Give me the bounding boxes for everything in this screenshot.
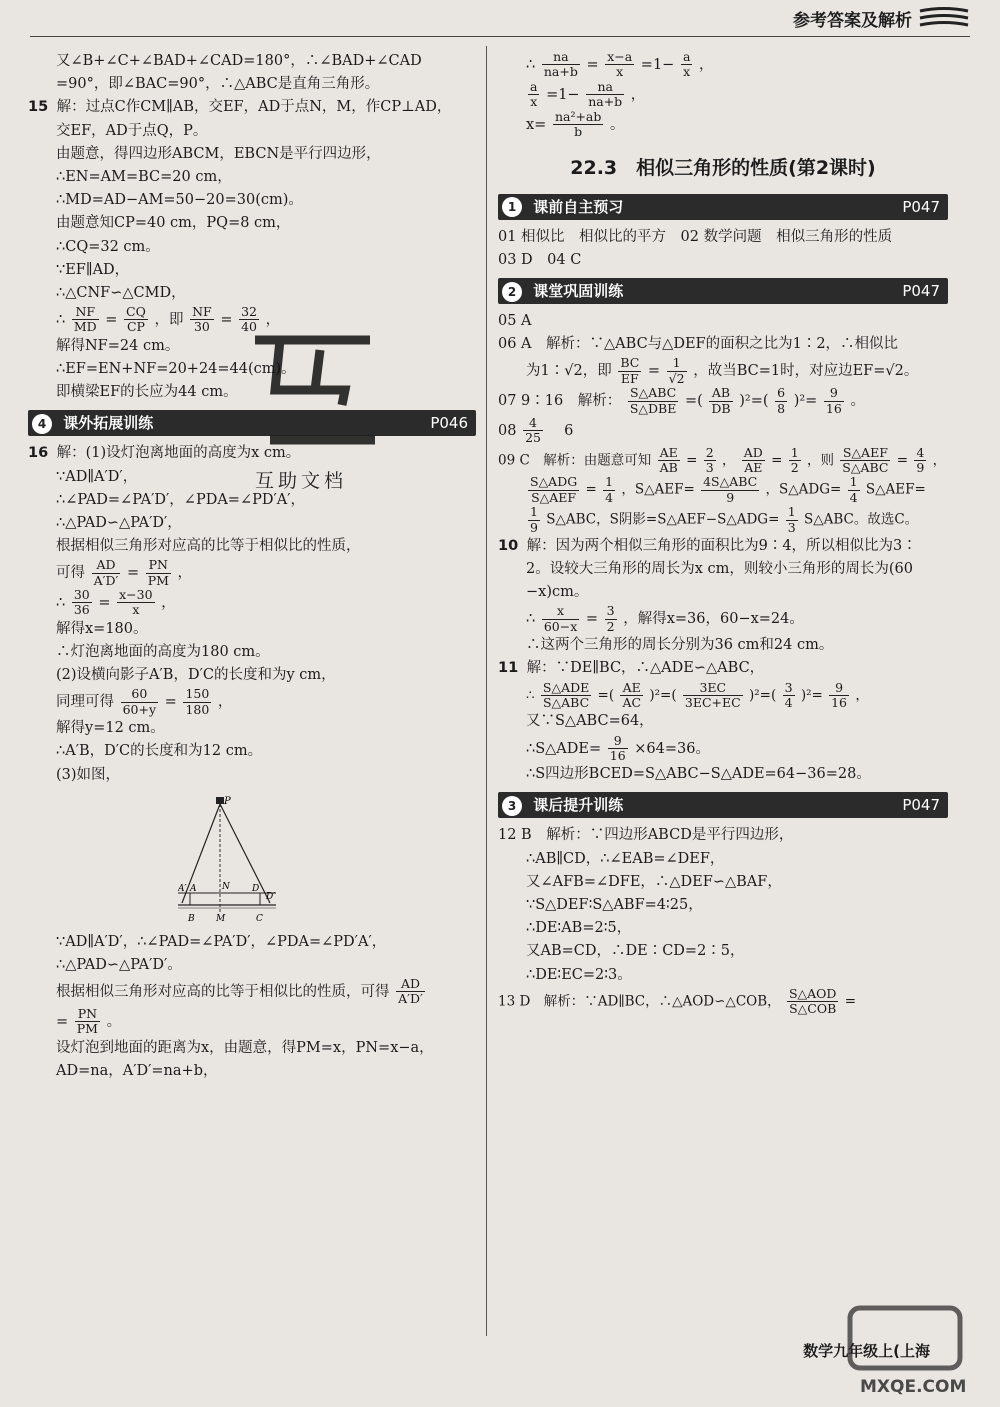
text: 。: [850, 393, 865, 410]
site-label: MXQE.COM: [860, 1377, 967, 1397]
lamp-shadow-diagram: [178, 795, 308, 925]
label-C: C: [256, 913, 263, 924]
watermark-logo-icon: [250, 330, 380, 460]
banner-page: P047: [902, 197, 940, 216]
text-line: (3)如图，: [56, 766, 121, 783]
text: ×64=36。: [634, 740, 710, 757]
text: S△AEF=: [865, 481, 926, 498]
equation-line: [498, 604, 948, 634]
text-line: (2)设横向影子A′B，D′C的长度和为y cm，: [56, 667, 336, 684]
banner-page: P046: [430, 414, 468, 433]
text-line: 05 A: [498, 313, 532, 330]
question-10: [498, 535, 948, 558]
text: ，: [630, 86, 646, 103]
equation-line: [498, 50, 948, 80]
text-line: ∵S△DEF∶S△ABF=4∶25，: [526, 897, 703, 914]
header-rule: [30, 36, 970, 37]
text: 同理可得: [56, 694, 114, 711]
fraction: $\frac{AD}{AE}$: [743, 444, 763, 476]
fraction: $\frac{na}{na+b}$: [588, 78, 623, 110]
text-line: 01 相似比 相似比的平方 02 数学问题 相似三角形的性质: [498, 228, 893, 245]
fraction: $\frac{9}{16}$: [609, 732, 626, 763]
text-line: 解：过点C作CM∥AB，交EF，AD于点N，M，作CP⊥AD，: [56, 99, 452, 116]
text: ，: [699, 56, 714, 73]
text: )²=: [800, 686, 823, 703]
text: ，: [721, 452, 736, 469]
equation-line: [498, 356, 948, 386]
equation-line: [28, 687, 476, 717]
banner-label: 课堂巩固训练: [533, 282, 624, 301]
header-title: 参考答案及解析: [793, 11, 912, 31]
text-line: ∴S四边形BCED=S△ABC−S△ADE=64−36=28。: [526, 766, 871, 783]
watermark-text: 互助文档: [255, 470, 348, 492]
fraction: $\frac{3}{2}$: [606, 603, 615, 634]
fraction: $\frac{\text{S△AOD}}{\text{S△COB}}$: [788, 985, 837, 1017]
label-A2: A′: [178, 883, 187, 894]
text-line: ∴CQ=32 cm。: [56, 238, 160, 255]
equation-line: [498, 80, 948, 110]
equation-line: [28, 558, 476, 588]
fraction: $\frac{x}{60-x}$: [543, 603, 578, 634]
fraction: $\frac{PN}{PM}$: [147, 557, 169, 588]
text: x=: [526, 116, 547, 133]
text: 13 D 解析：∵AD∥BC，∴△AOD∽△COB，: [498, 993, 781, 1010]
fraction: $\frac{1}{4}$: [605, 474, 614, 505]
text: 。: [610, 116, 625, 133]
equation-line: [498, 386, 948, 416]
section-banner-preview: [498, 194, 948, 220]
label-B: B: [188, 913, 195, 924]
text: )²=: [793, 393, 818, 410]
text-line: 解得y=12 cm。: [56, 720, 165, 737]
text: =: [56, 1013, 69, 1030]
fraction: $\frac{AE}{AB}$: [659, 444, 678, 476]
left-column: [28, 50, 476, 1083]
label-D2: D′: [266, 891, 276, 902]
label-D: D: [252, 883, 260, 894]
fraction: $\frac{2}{3}$: [705, 444, 714, 476]
text: ，: [855, 686, 869, 703]
text-line: ∴DE∶AB=2∶5，: [526, 920, 632, 937]
fraction: $\frac{BC}{EF}$: [620, 355, 640, 386]
text: ，: [177, 565, 193, 582]
text: =: [844, 993, 857, 1010]
banner-page: P047: [902, 282, 940, 301]
text-line: 03 D 04 C: [498, 251, 582, 268]
text-line: ∴MD=AD−AM=50−20=30(cm)。: [56, 192, 303, 209]
fraction: $\frac{32}{40}$: [241, 304, 257, 335]
text-line: ∴AB∥CD，∴∠EAB=∠DEF，: [526, 850, 725, 867]
fraction: $\frac{NF}{MD}$: [73, 304, 97, 335]
label-M: M: [216, 913, 226, 924]
text-line: 2。设较大三角形的周长为x cm，则较小三角形的周长为(60: [526, 561, 913, 578]
text: =(: [684, 393, 703, 410]
text: =: [126, 565, 140, 582]
fraction: $\frac{60}{60+y}$: [122, 686, 157, 717]
fraction: $\frac{CQ}{CP}$: [126, 304, 146, 335]
equation-line: [28, 977, 476, 1007]
text: =: [686, 452, 698, 469]
text: =: [647, 363, 661, 380]
label-A: A: [190, 883, 197, 894]
section-banner-classroom: [498, 278, 948, 304]
text: =: [164, 694, 177, 711]
text: ，故当BC=1时，对应边EF=√2。: [693, 363, 919, 380]
section-banner-after-class: [498, 792, 948, 818]
text: =: [586, 56, 599, 73]
fraction: $\frac{x-30}{x}$: [119, 587, 153, 618]
text: ，S△AEF=: [621, 481, 695, 498]
text: 。: [106, 1013, 122, 1030]
equation-line: [498, 505, 948, 535]
fraction: $\frac{3}{4}$: [784, 679, 793, 710]
equation-line: [28, 588, 476, 618]
fraction: $\frac{1}{√2}$: [668, 355, 685, 386]
text: ，: [161, 594, 176, 611]
text: ∴: [56, 311, 66, 328]
question-15: [28, 96, 476, 119]
text: )²=(: [649, 686, 677, 703]
fraction: $\frac{1}{2}$: [790, 444, 799, 476]
equation-line: [498, 416, 948, 446]
fraction: $\frac{a}{x}$: [682, 49, 691, 80]
fraction: $\frac{4}{9}$: [916, 444, 925, 476]
right-column: [498, 50, 948, 1017]
text: 09 C 解析：由题意可知: [498, 452, 652, 469]
question-number: 15: [28, 99, 49, 116]
text: =: [105, 311, 118, 328]
text-line: ∴△CNF∽△CMD，: [56, 284, 186, 301]
fraction: $\frac{\text{S△ABC}}{\text{S△DBE}}$: [629, 385, 677, 416]
text-line: 即横梁EF的长应为44 cm。: [56, 384, 238, 401]
equation-line: [28, 1007, 476, 1037]
fraction: $\frac{9}{16}$: [825, 385, 842, 416]
fraction: $\frac{AE}{AC}$: [622, 679, 642, 710]
banner-number: 3: [502, 796, 522, 816]
fraction: $\frac{a}{x}$: [530, 78, 538, 110]
banner-label: 课前自主预习: [533, 197, 624, 216]
fraction: $\frac{\text{na²+ab}}{b}$: [554, 108, 602, 139]
text-line: 又∵S△ABC=64，: [526, 713, 654, 730]
text: 6: [549, 422, 574, 439]
text-line: ∴EF=EN+NF=20+24=44(cm)。: [56, 361, 296, 377]
text: =: [585, 481, 597, 498]
text: ，: [265, 311, 281, 328]
text-line: 由题意，得四边形ABCM，EBCN是平行四边形，: [56, 145, 381, 162]
text: ，: [217, 694, 233, 711]
text: =(: [597, 686, 615, 703]
text-line: 解：(1)设灯泡离地面的高度为x cm。: [56, 445, 301, 462]
fraction: $\frac{\text{S△ADG}}{\text{S△AEF}}$: [530, 474, 578, 505]
equation-line: [498, 446, 948, 476]
text: =1−: [546, 86, 580, 103]
fraction: $\frac{AD}{A'D'}$: [93, 557, 119, 588]
text: 可得: [56, 565, 85, 582]
text: 根据相似三角形对应高的比等于相似比的性质，可得: [56, 983, 390, 1000]
text-line: ∴这两个三角形的周长分别为36 cm和24 cm。: [526, 637, 834, 654]
column-divider: [486, 46, 487, 1336]
text-line: −x)cm。: [526, 584, 589, 601]
fraction: $\frac{x-a}{x}$: [607, 49, 633, 80]
question-number: 10: [498, 537, 519, 554]
text: ，: [932, 452, 947, 469]
equation-line: [498, 475, 948, 505]
text: ，S△ADG=: [765, 481, 842, 498]
section-title: 22.3 相似三角形的性质(第2课时): [570, 157, 876, 180]
text: =: [771, 452, 783, 469]
banner-page: P047: [902, 796, 940, 815]
text: =: [220, 311, 233, 328]
text-line: ∴A′B，D′C的长度和为12 cm。: [56, 743, 263, 760]
text: ∴: [56, 594, 66, 611]
text-line: 设灯泡到地面的距离为x，由题意，得PM=x，PN=x−a，: [56, 1039, 434, 1056]
text: )²=(: [739, 393, 769, 410]
fraction: $\frac{4}{25}$: [525, 414, 541, 446]
text: ∴: [526, 56, 536, 73]
text-line: =90°，即∠BAC=90°，∴△ABC是直角三角形。: [56, 76, 380, 93]
footer-text: 数学九年级上(上海: [803, 1342, 930, 1360]
equation-line: [498, 681, 948, 711]
fraction: $\frac{3EC}{3EC+EC}$: [684, 679, 741, 710]
text: S△ABC。故选C。: [803, 511, 919, 528]
text-line: ∴灯泡离地面的高度为180 cm。: [56, 644, 270, 660]
banner-number: 1: [502, 197, 522, 217]
lamp-icon: [216, 797, 224, 804]
text-line: ∵EF∥AD，: [56, 261, 130, 278]
text-line: ∴∠PAD=∠PA′D′，∠PDA=∠PD′A′，: [56, 491, 306, 508]
text-line: 又∠B+∠C+∠BAD+∠CAD=180°，∴∠BAD+∠CAD: [56, 53, 422, 69]
text: ∴: [526, 611, 536, 628]
text-line: 解：因为两个相似三角形的面积比为9∶4，所以相似比为3∶: [526, 537, 917, 554]
text-line: ∴△PAD∽△PA′D′，: [56, 514, 182, 531]
text-line: 解：∵DE∥BC，∴△ADE∽△ABC，: [526, 660, 765, 677]
fraction: $\frac{PN}{PM}$: [76, 1005, 98, 1037]
text: S△ABC，S阴影=S△AEF−S△ADG=: [546, 511, 780, 528]
text-line: ∴EN=AM=BC=20 cm，: [56, 168, 232, 185]
fraction: $\frac{AB}{DB}$: [711, 385, 731, 416]
text-line: 12 B 解析：∵四边形ABCD是平行四边形，: [498, 827, 794, 844]
text: )²=(: [749, 686, 777, 703]
label-P: P: [224, 795, 231, 807]
text: =1−: [640, 56, 675, 73]
text: 08: [498, 422, 517, 439]
text-line: ∴△PAD∽△PA′D′。: [56, 956, 182, 973]
text: ∴: [526, 686, 535, 703]
fraction: $\frac{1}{4}$: [849, 474, 858, 505]
text: 为1∶√2，即: [526, 363, 612, 380]
question-number: 11: [498, 660, 519, 677]
text-line: ∵AD∥A′D′，∴∠PAD=∠PA′D′，∠PDA=∠PD′A′，: [56, 933, 387, 950]
text-line: 06 A 解析：∵△ABC与△DEF的面积之比为1∶2，∴相似比: [498, 336, 899, 353]
text-line: ∵AD∥A′D′，: [56, 468, 138, 485]
fraction: $\frac{\text{4S△ABC}}{9}$: [703, 474, 758, 505]
text-line: 根据相似三角形对应高的比等于相似比的性质，: [56, 538, 361, 555]
fraction: $\frac{1}{9}$: [530, 504, 538, 535]
fraction: $\frac{\text{S△ADE}}{\text{S△ABC}}$: [542, 679, 590, 710]
fraction: $\frac{NF}{30}$: [192, 304, 212, 335]
fraction: $\frac{150}{180}$: [185, 686, 210, 717]
text-line: AD=na，A′D′=na+b，: [56, 1062, 218, 1079]
fraction: $\frac{AD}{A'D'}$: [398, 976, 423, 1007]
question-number: 16: [28, 445, 49, 462]
fraction: $\frac{\text{S△AEF}}{\text{S△ABC}}$: [842, 444, 889, 476]
header-stripes-icon: [918, 6, 970, 32]
text-line: ∴DE∶EC=2∶3。: [526, 966, 632, 983]
equation-line: [498, 110, 948, 140]
fraction: $\frac{9}{16}$: [831, 679, 848, 710]
fraction: $\frac{1}{3}$: [787, 504, 796, 535]
fraction: $\frac{na}{na+b}$: [543, 49, 578, 80]
text-line: 又∠AFB=∠DFE，∴△DEF∽△BAF，: [526, 873, 782, 890]
text: =: [896, 452, 909, 469]
text: ∴S△ADE=: [526, 740, 602, 757]
banner-label: 课后提升训练: [533, 796, 624, 815]
text: ，即: [154, 311, 184, 328]
banner-label: 课外拓展训练: [63, 414, 154, 433]
text-line: 交EF，AD于点Q，P。: [56, 122, 208, 139]
fraction: $\frac{30}{36}$: [73, 587, 90, 618]
text: =: [98, 594, 111, 611]
equation-line: [498, 987, 948, 1017]
banner-number: 4: [32, 414, 52, 434]
text-line: 又AB=CD，∴DE∶CD=2∶5，: [526, 943, 745, 960]
label-N: N: [222, 881, 230, 892]
question-11: [498, 657, 948, 680]
text: 07 9∶16 解析：: [498, 393, 622, 410]
equation-line: [498, 734, 948, 764]
fraction: $\frac{6}{8}$: [777, 385, 786, 416]
text: =: [585, 611, 599, 628]
text: ，则: [807, 452, 834, 469]
text-line: 解得NF=24 cm。: [56, 337, 180, 354]
banner-number: 2: [502, 282, 522, 302]
text: ，解得x=36，60−x=24。: [623, 611, 804, 628]
text-line: 由题意知CP=40 cm，PQ=8 cm，: [56, 215, 291, 232]
text-line: 解得x=180。: [56, 620, 148, 637]
